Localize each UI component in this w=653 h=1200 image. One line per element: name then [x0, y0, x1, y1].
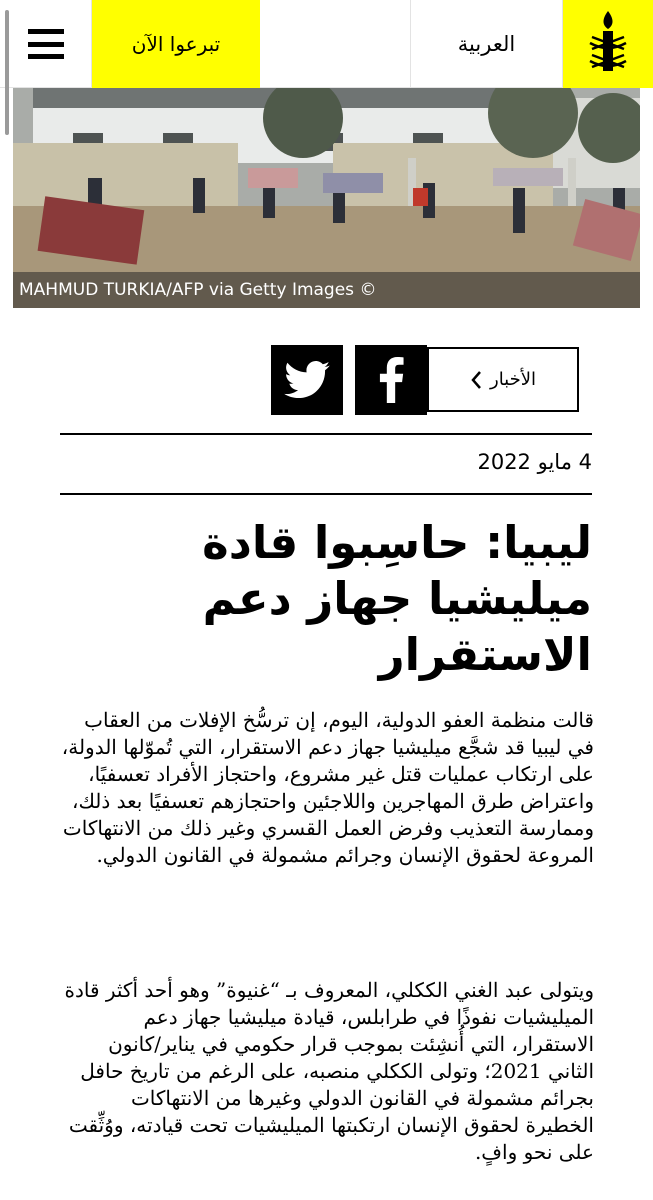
news-label: الأخبار — [490, 369, 537, 390]
share-bar — [271, 345, 579, 415]
facebook-share-button[interactable] — [355, 345, 427, 415]
language-switcher[interactable] — [410, 0, 563, 88]
site-header — [0, 0, 653, 88]
facebook-icon — [378, 357, 404, 403]
divider-top — [60, 433, 592, 435]
amnesty-candle-icon — [588, 9, 628, 79]
news-back-button[interactable] — [427, 347, 579, 412]
menu-button[interactable] — [0, 0, 92, 88]
twitter-share-button[interactable] — [271, 345, 343, 415]
twitter-icon — [284, 361, 330, 399]
donate-label: تبرعوا الآن — [131, 32, 221, 56]
image-caption: MAHMUD TURKIA/AFP via Getty Images © — [13, 272, 640, 308]
chevron-left-icon — [470, 370, 482, 390]
article-paragraph: ويتولى عبد الغني الككلي، المعروف بـ “غنيوة” وهو أحد أكثر قادة الميليشيات نفوذًا في طرابلس، قيادة ميليشيا جهاز دعم الاستقرار، التي أُنشِئت بموجب قرار حكومي في يناير/كانون الثاني 2021؛ وتولى الككلي منصبه، على الرغم من تاريخ حافل بجرائم مشمولة في القانون الدولي وغيرها من الانتهاكات الخطيرة لحقوق الإنسان ارتكبتها الميليشيات تحت قيادته، ووُثِّقت على نحو وافٍ. — [64, 978, 594, 1164]
divider-bottom — [60, 493, 592, 495]
article-paragraph: قالت منظمة العفو الدولية، اليوم، إن ترسُّخ الإفلات من العقاب في ليبيا قد شجَّع ميليشيا جهاز دعم الاستقرار، التي تُموّلها الدولة، على ارتكاب عمليات قتل غير مشروع، واحتجاز الأفراد تعسفيًا، واعتراض طرق المهاجرين واللاجئين واحتجازهم تعسفيًا بعد ذلك، وممارسة التعذيب وفرض العمل القسري وغير ذلك من الانتهاكات المروعة لحقوق الإنسان وجرائم مشمولة في القانون الدولي. — [61, 708, 594, 867]
article-title: ليبيا: حاسِبوا قادة ميليشيا جهاز دعم الاستقرار — [202, 516, 592, 681]
amnesty-logo[interactable] — [563, 0, 653, 88]
hamburger-menu-icon — [28, 29, 64, 59]
language-label: العربية — [457, 32, 516, 56]
article-date: 4 مايو 2022 — [477, 450, 592, 474]
page-scrollbar[interactable] — [5, 10, 9, 135]
donate-button[interactable] — [92, 0, 260, 88]
hero-image — [13, 88, 640, 308]
